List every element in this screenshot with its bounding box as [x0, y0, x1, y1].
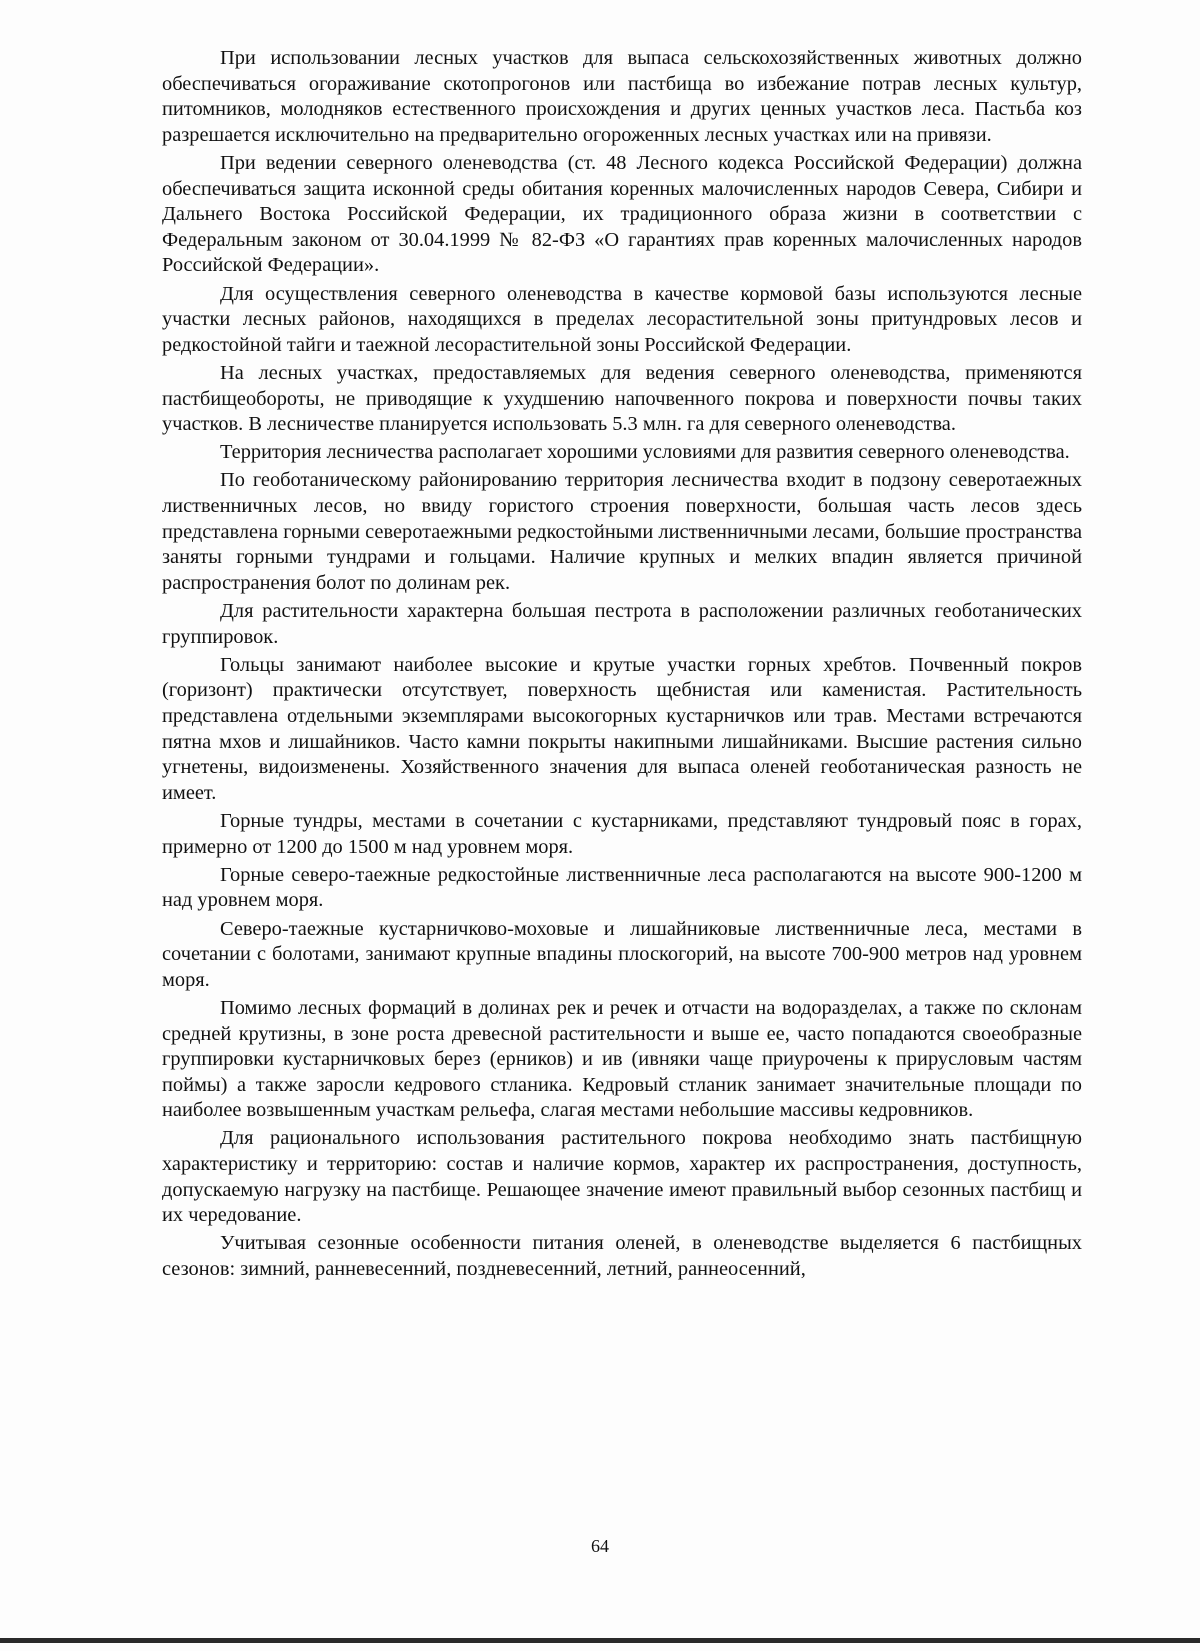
paragraph-goltsy: Гольцы занимают наиболее высокие и крутые участки горных хребтов. Почвенный покров (горизонт) практически отсутствует, поверхность щебнистая или каменистая. Растительность представлена отдельными экземплярами высокогорных кустарничков или трав. Местами встречаются пятна мхов и лишайников. Часто камни покрыты накипными лишайниками. Высшие растения сильно угнетены, видоизменены. Хозяйственного значения для выпаса оленей геоботаническая разность не имеет. — [162, 653, 1082, 804]
paragraph-rational-use: Для рационального использования растительного покрова необходимо знать пастбищную характеристику и территорию: состав и наличие кормов, характер их распространения, доступность, допускаемую нагрузку на пастбище. Решающее значение имеют правильный выбор сезонных пастбищ и их чередование. — [162, 1127, 1082, 1227]
page-number: 64 — [591, 1536, 609, 1556]
paragraph-shrub-birch-willow: Помимо лесных формаций в долинах рек и речек и отчасти на водоразделах, а также по склонам средней крутизны, в зоне роста древесной растительности и выше ее, часто попадаются своеобразные группировки кустарничковых берез (ерников) и ив (ивняки чаще приурочены к прирусловым частям поймы) а также заросли кедрового стланика. Кедровый стланик занимает значительные площади по наиболее возвышенным участкам рельефа, слагая местами небольшие массивы кедровников. — [162, 996, 1082, 1122]
paragraph-vegetation-diversity: Для растительности характерна большая пестрота в расположении различных геоботанических группировок. — [162, 600, 1082, 648]
paragraph-territory-conditions: Территория лесничества располагает хорошими условиями для развития северного оленеводства. — [220, 441, 1070, 464]
paragraph-pasture-seasons: Учитывая сезонные особенности питания оленей, в оленеводстве выделяется 6 пастбищных сезонов: зимний, ранневесенний, поздневесенний, летний, раннеосенний, — [162, 1232, 1082, 1281]
paragraph-north-taiga-forests: Северо-таежные кустарничково-моховые и лишайниковые лиственничные леса, местами в сочетании с болотами, занимают крупные впадины плоскогорий, на высоте 700-900 метров над уровнем моря. — [162, 917, 1082, 991]
paragraph-mountain-larch-forests: Горные северо-таежные редкостойные лиственничные леса располагаются на высоте 900-1200 м над уровнем моря. — [162, 863, 1082, 912]
paragraph-northern-reindeer-herding: При ведении северного оленеводства (ст. 48 Лесного кодекса Российской Федерации) должна обеспечиваться защита исконной среды обитания коренных малочисленных народов Севера, Сибири и Дальнего Востока Российской Федерации, их традиционного образа жизни в соответствии с Федеральным законом от 30.04.1999 № 82-ФЗ «О гарантиях прав коренных малочисленных народов Российской Федерации». — [162, 151, 1082, 277]
body-text — [162, 46, 1082, 1285]
paragraph-forage-base: Для осуществления северного оленеводства в качестве кормовой базы используются лесные участки лесных районов, находящихся в пределах лесорастительной зоны притундровых лесов и редкостойной тайги и таежной лесорастительной зоны Российской Федерации. — [162, 282, 1082, 356]
paragraph-pasture-rotation: На лесных участках, предоставляемых для ведения северного оленеводства, применяются пастбищеобороты, не приводящие к ухудшению напочвенного покрова и поверхности почвы таких участков. В лесничестве планируется использовать 5.3 млн. га для северного оленеводства. — [162, 361, 1082, 436]
bottom-scan-edge — [0, 1638, 1200, 1643]
paragraph-grazing-fencing: При использовании лесных участков для выпаса сельскохозяйственных животных должно обеспечиваться огораживание скотопрогонов или пастбища во избежание потрав лесных культур, питомников, молодняков естественного происхождения и других ценных участков леса. Пастьба коз разрешается исключительно на предварительно огороженных лесных участках или на привязи. — [162, 47, 1082, 146]
paragraph-mountain-tundra: Горные тундры, местами в сочетании с кустарниками, представляют тундровый пояс в горах, примерно от 1200 до 1500 м над уровнем моря. — [162, 809, 1082, 858]
paragraph-geobotanical-zoning: По геоботаническому районированию территория лесничества входит в подзону северотаежных лиственничных лесов, но ввиду гористого строения поверхности, большая часть лесов здесь представлена горными северотаежными редкостойными лиственничными лесами, большие пространства заняты горными тундрами и гольцами. Наличие крупных и мелких впадин является причиной распространения болот по долинам рек. — [162, 469, 1082, 594]
